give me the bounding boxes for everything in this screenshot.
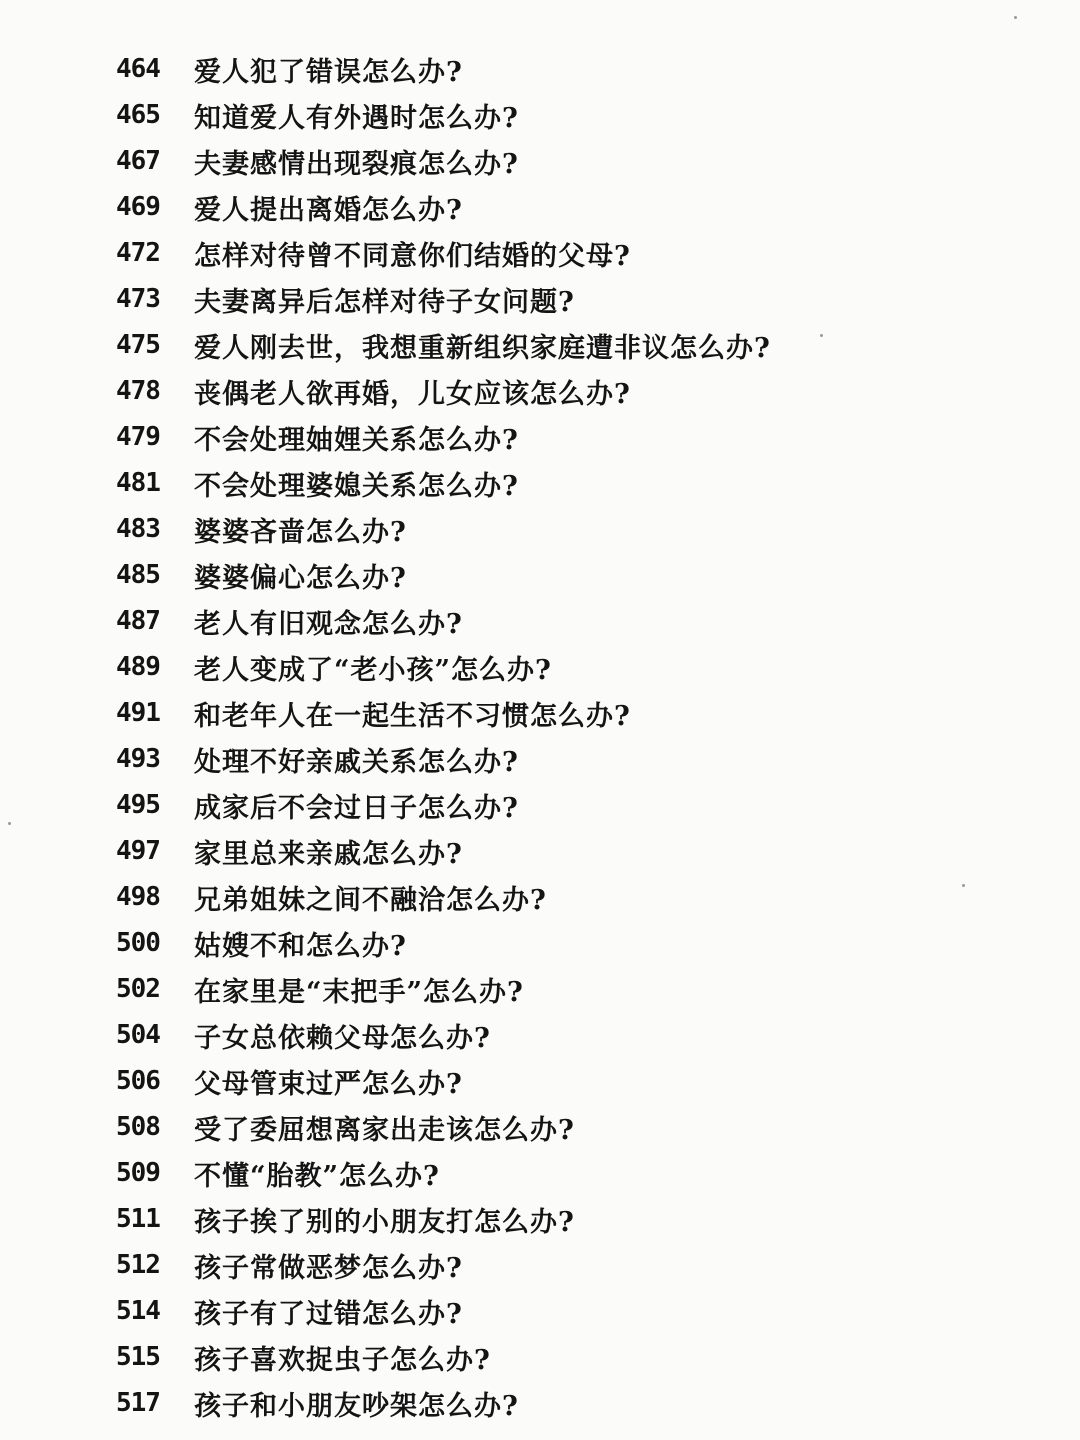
entry-title: 爱人提出离婚怎么办? bbox=[194, 194, 463, 226]
toc-entry bbox=[116, 552, 876, 598]
entry-title: 和老年人在一起生活不习惯怎么办? bbox=[194, 700, 631, 732]
entry-title: 怎样对待曾不同意你们结婚的父母? bbox=[194, 240, 631, 272]
toc-entry bbox=[116, 1150, 876, 1196]
page-number: 491 bbox=[116, 698, 160, 728]
page-number: 500 bbox=[116, 928, 160, 958]
toc-entry bbox=[116, 920, 876, 966]
entry-title: 夫妻离异后怎样对待子女问题? bbox=[194, 286, 575, 318]
entry-title: 丧偶老人欲再婚，儿女应该怎么办? bbox=[194, 378, 631, 410]
page-number: 504 bbox=[116, 1020, 160, 1050]
toc-entry bbox=[116, 1196, 876, 1242]
page-number: 502 bbox=[116, 974, 160, 1004]
entry-title: 成家后不会过日子怎么办? bbox=[194, 792, 519, 824]
toc-entry bbox=[116, 828, 876, 874]
entry-title: 夫妻感情出现裂痕怎么办? bbox=[194, 148, 519, 180]
table-of-contents bbox=[116, 46, 876, 1426]
scan-speck bbox=[962, 884, 965, 887]
entry-title: 在家里是“末把手”怎么办? bbox=[194, 976, 524, 1008]
toc-entry bbox=[116, 92, 876, 138]
entry-title: 爱人犯了错误怎么办? bbox=[194, 56, 463, 88]
toc-entry bbox=[116, 138, 876, 184]
toc-entry bbox=[116, 644, 876, 690]
entry-title: 孩子和小朋友吵架怎么办? bbox=[194, 1390, 519, 1422]
entry-title: 不懂“胎教”怎么办? bbox=[194, 1160, 440, 1192]
entry-title: 父母管束过严怎么办? bbox=[194, 1068, 463, 1100]
page-number: 515 bbox=[116, 1342, 160, 1372]
toc-entry bbox=[116, 1012, 876, 1058]
page-number: 479 bbox=[116, 422, 160, 452]
page-number: 465 bbox=[116, 100, 160, 130]
entry-title: 爱人刚去世，我想重新组织家庭遭非议怎么办? bbox=[194, 332, 771, 364]
scan-speck bbox=[1014, 16, 1017, 19]
page-number: 506 bbox=[116, 1066, 160, 1096]
toc-entry bbox=[116, 506, 876, 552]
entry-title: 兄弟姐妹之间不融洽怎么办? bbox=[194, 884, 547, 916]
page-number: 464 bbox=[116, 54, 160, 84]
toc-entry bbox=[116, 414, 876, 460]
toc-entry bbox=[116, 1104, 876, 1150]
entry-title: 不会处理婆媳关系怎么办? bbox=[194, 470, 519, 502]
entry-title: 不会处理妯娌关系怎么办? bbox=[194, 424, 519, 456]
toc-entry bbox=[116, 966, 876, 1012]
page-number: 498 bbox=[116, 882, 160, 912]
page-number: 467 bbox=[116, 146, 160, 176]
entry-title: 子女总依赖父母怎么办? bbox=[194, 1022, 491, 1054]
entry-title: 老人变成了“老小孩”怎么办? bbox=[194, 654, 552, 686]
page-number: 493 bbox=[116, 744, 160, 774]
toc-entry bbox=[116, 690, 876, 736]
page-number: 472 bbox=[116, 238, 160, 268]
toc-entry bbox=[116, 230, 876, 276]
entry-title: 孩子常做恶梦怎么办? bbox=[194, 1252, 463, 1284]
toc-entry bbox=[116, 46, 876, 92]
toc-entry bbox=[116, 184, 876, 230]
page-number: 512 bbox=[116, 1250, 160, 1280]
toc-entry bbox=[116, 276, 876, 322]
toc-entry bbox=[116, 1288, 876, 1334]
toc-entry bbox=[116, 736, 876, 782]
page-number: 481 bbox=[116, 468, 160, 498]
page-number: 483 bbox=[116, 514, 160, 544]
toc-entry bbox=[116, 598, 876, 644]
page-number: 517 bbox=[116, 1388, 160, 1418]
page-number: 514 bbox=[116, 1296, 160, 1326]
page-number: 497 bbox=[116, 836, 160, 866]
page-number: 495 bbox=[116, 790, 160, 820]
toc-entry bbox=[116, 1058, 876, 1104]
page-number: 473 bbox=[116, 284, 160, 314]
entry-title: 受了委屈想离家出走该怎么办? bbox=[194, 1114, 575, 1146]
scan-speck bbox=[8, 822, 11, 825]
page-number: 487 bbox=[116, 606, 160, 636]
entry-title: 姑嫂不和怎么办? bbox=[194, 930, 407, 962]
page-number: 508 bbox=[116, 1112, 160, 1142]
toc-entry bbox=[116, 1380, 876, 1426]
entry-title: 老人有旧观念怎么办? bbox=[194, 608, 463, 640]
toc-entry bbox=[116, 1334, 876, 1380]
toc-entry bbox=[116, 782, 876, 828]
page-number: 469 bbox=[116, 192, 160, 222]
entry-title: 孩子有了过错怎么办? bbox=[194, 1298, 463, 1330]
toc-entry bbox=[116, 874, 876, 920]
toc-entry bbox=[116, 1242, 876, 1288]
entry-title: 婆婆偏心怎么办? bbox=[194, 562, 407, 594]
scan-speck bbox=[820, 334, 823, 337]
page-number: 485 bbox=[116, 560, 160, 590]
entry-title: 家里总来亲戚怎么办? bbox=[194, 838, 463, 870]
toc-entry bbox=[116, 460, 876, 506]
entry-title: 孩子喜欢捉虫子怎么办? bbox=[194, 1344, 491, 1376]
page-number: 511 bbox=[116, 1204, 160, 1234]
page-number: 509 bbox=[116, 1158, 160, 1188]
page-number: 475 bbox=[116, 330, 160, 360]
entry-title: 知道爱人有外遇时怎么办? bbox=[194, 102, 519, 134]
page-number: 478 bbox=[116, 376, 160, 406]
toc-entry bbox=[116, 322, 876, 368]
entry-title: 孩子挨了别的小朋友打怎么办? bbox=[194, 1206, 575, 1238]
entry-title: 处理不好亲戚关系怎么办? bbox=[194, 746, 519, 778]
entry-title: 婆婆吝啬怎么办? bbox=[194, 516, 407, 548]
toc-entry bbox=[116, 368, 876, 414]
page-number: 489 bbox=[116, 652, 160, 682]
